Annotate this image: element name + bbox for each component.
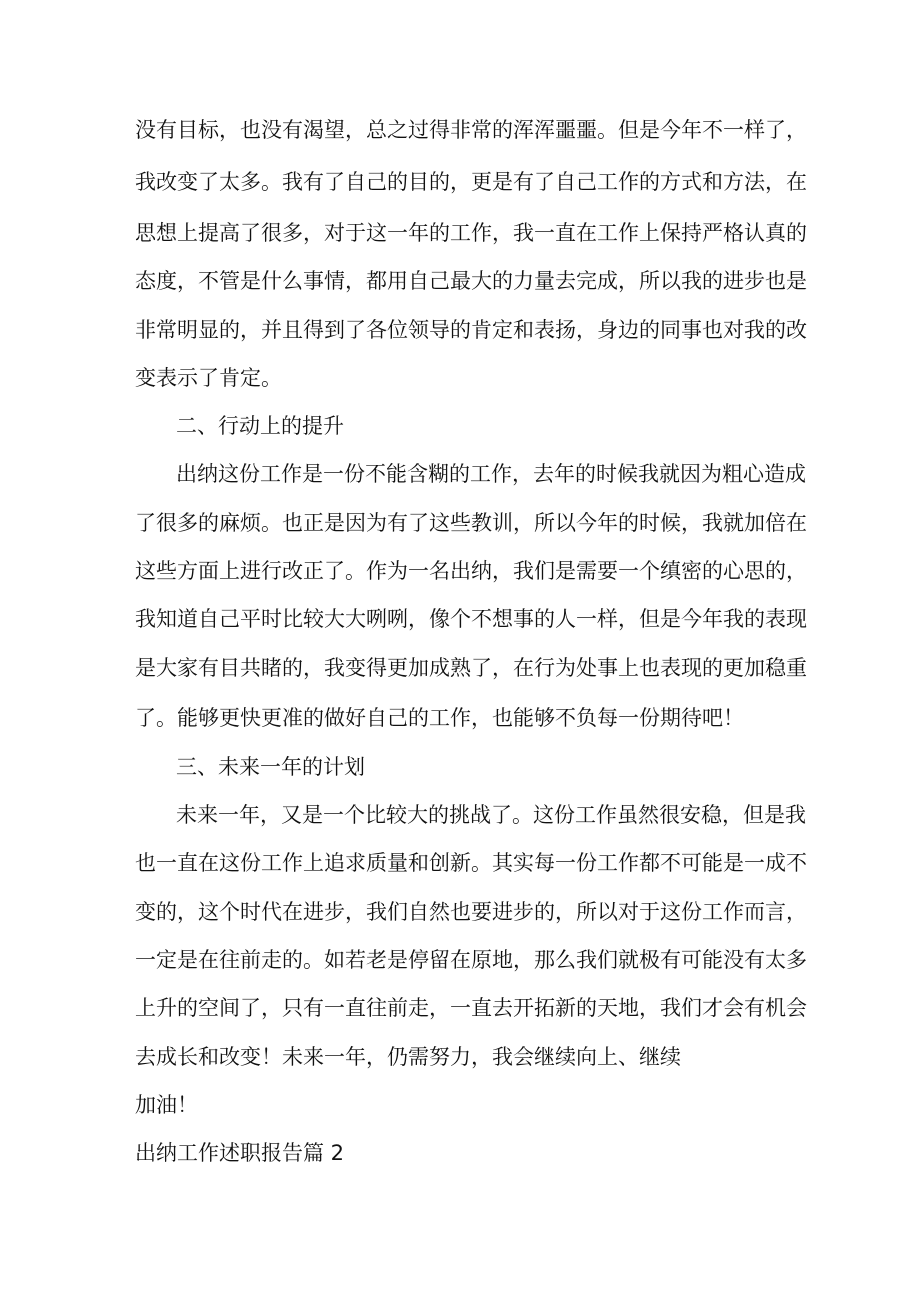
paragraph-line: 加油！ — [135, 1093, 198, 1117]
section-heading: 三、未来一年的计划 — [176, 755, 365, 779]
paragraph-line: 这些方面上进行改正了。作为一名出纳，我们是需要一个缜密的心思的， — [135, 559, 807, 583]
paragraph-line: 态度，不管是什么事情，都用自己最大的力量去完成，所以我的进步也是 — [135, 269, 807, 293]
paragraph-line: 变表示了肯定。 — [135, 366, 282, 390]
section-heading: 二、行动上的提升 — [176, 414, 344, 438]
paragraph-line: 了。能够更快更准的做好自己的工作，也能够不负每一份期待吧！ — [135, 706, 744, 730]
paragraph-line: 也一直在这份工作上追求质量和创新。其实每一份工作都不可能是一成不 — [135, 851, 807, 875]
paragraph-line: 没有目标，也没有渴望，总之过得非常的浑浑噩噩。但是今年不一样了， — [135, 118, 807, 142]
paragraph-line: 未来一年，又是一个比较大的挑战了。这份工作虽然很安稳，但是我 — [176, 803, 806, 827]
paragraph-line: 一定是在往前走的。如若老是停留在原地，那么我们就极有可能没有太多 — [135, 948, 807, 972]
paragraph-line: 去成长和改变！未来一年，仍需努力，我会继续向上、继续 — [135, 1045, 681, 1069]
paragraph-line: 变的，这个时代在进步，我们自然也要进步的，所以对于这份工作而言， — [135, 900, 807, 924]
paragraph-line: 是大家有目共睹的，我变得更加成熟了，在行为处事上也表现的更加稳重 — [135, 656, 807, 680]
paragraph-line: 我知道自己平时比较大大咧咧，像个不想事的人一样，但是今年我的表现 — [135, 607, 807, 631]
paragraph-line: 了很多的麻烦。也正是因为有了这些教训，所以今年的时候，我就加倍在 — [135, 511, 807, 535]
paragraph-line: 非常明显的，并且得到了各位领导的肯定和表扬，身边的同事也对我的改 — [135, 318, 807, 342]
paragraph-line: 思想上提高了很多，对于这一年的工作，我一直在工作上保持严格认真的 — [135, 221, 807, 245]
paragraph-line: 出纳这份工作是一份不能含糊的工作，去年的时候我就因为粗心造成 — [176, 462, 806, 486]
paragraph-line: 我改变了太多。我有了自己的目的，更是有了自己工作的方式和方法，在 — [135, 170, 807, 194]
paragraph-line: 上升的空间了，只有一直往前走，一直去开拓新的天地，我们才会有机会 — [135, 996, 807, 1020]
document-subtitle: 出纳工作述职报告篇 2 — [135, 1141, 345, 1165]
